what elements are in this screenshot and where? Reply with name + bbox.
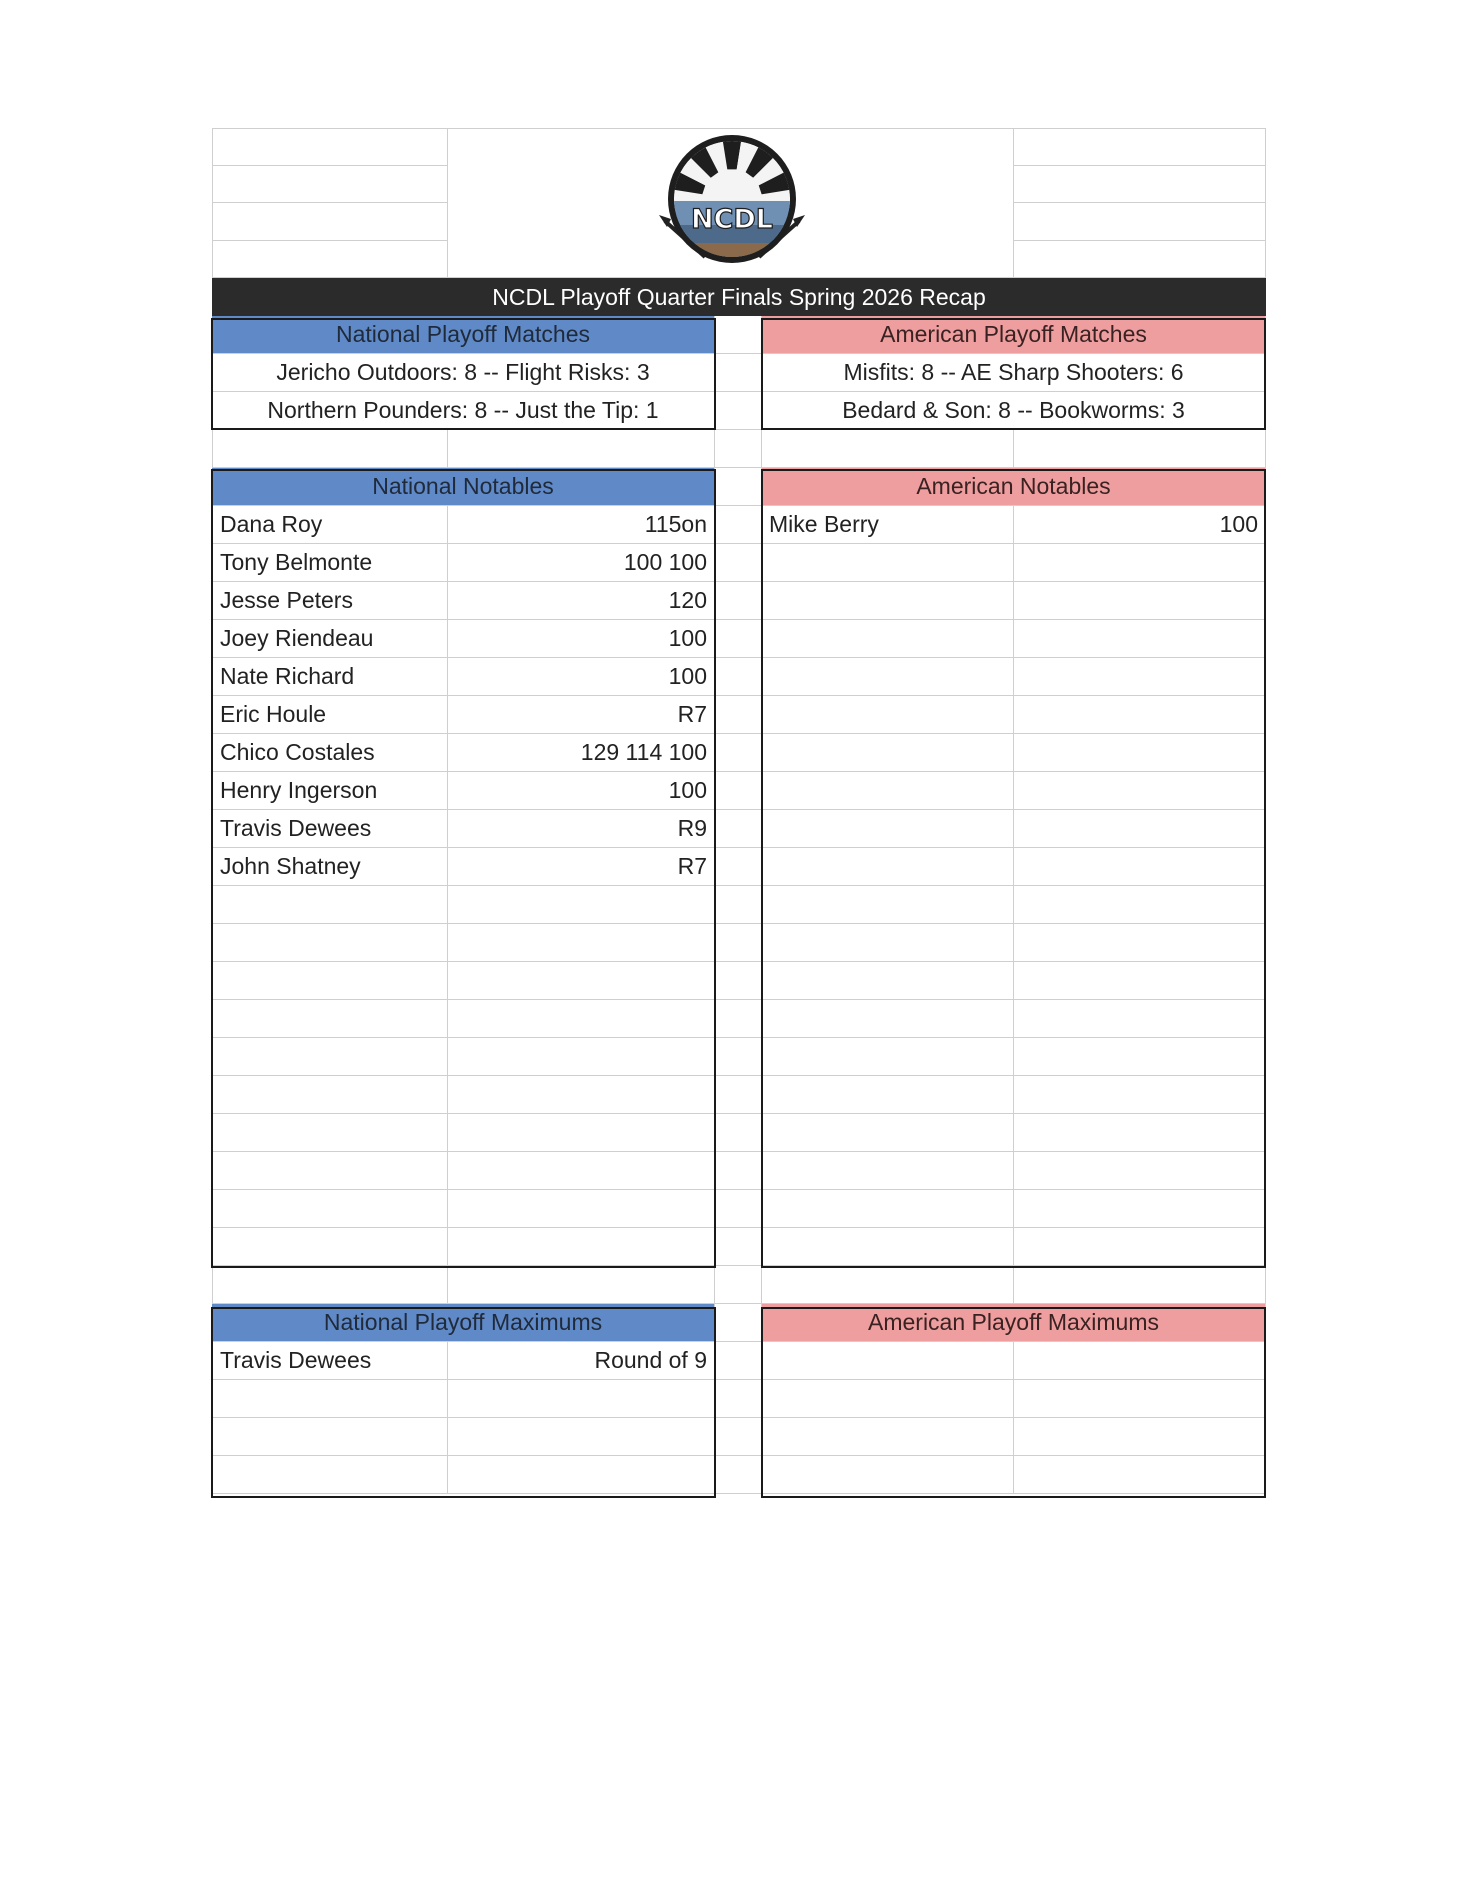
gap-cell (715, 1342, 762, 1380)
national-player-name: Chico Costales (212, 734, 448, 772)
sheet-row (212, 430, 1266, 468)
american-player-name (762, 658, 1014, 696)
national-player-name (212, 924, 448, 962)
empty-cell (1014, 128, 1266, 166)
national-player-name (212, 1114, 448, 1152)
empty-cell (1014, 430, 1266, 468)
american-player-name (762, 1342, 1014, 1380)
table-row (212, 1076, 1266, 1114)
american-player-name (762, 1418, 1014, 1456)
empty-cell (212, 128, 448, 166)
american-notables-header: American Notables (762, 468, 1266, 506)
american-player-name (762, 1190, 1014, 1228)
empty-cell (448, 1266, 715, 1304)
national-maximums-header: National Playoff Maximums (212, 1304, 715, 1342)
gap-cell (715, 810, 762, 848)
table-row (212, 924, 1266, 962)
national-player-name (212, 1456, 448, 1494)
american-player-value (1014, 582, 1266, 620)
gap-cell (715, 1114, 762, 1152)
national-player-name: Eric Houle (212, 696, 448, 734)
national-player-name (212, 1418, 448, 1456)
sheet-row (212, 468, 1266, 506)
sheet-row (212, 392, 1266, 430)
gap-cell (715, 848, 762, 886)
american-player-name (762, 734, 1014, 772)
national-player-name: Travis Dewees (212, 810, 448, 848)
empty-cell (212, 241, 448, 279)
national-player-value (448, 1456, 715, 1494)
ncdl-dartboard-logo-icon (657, 133, 807, 275)
table-row (212, 848, 1266, 886)
national-player-value: R7 (448, 848, 715, 886)
national-player-name: Nate Richard (212, 658, 448, 696)
table-row (212, 1000, 1266, 1038)
table-row (212, 658, 1266, 696)
national-matches-header: National Playoff Matches (212, 316, 715, 354)
svg-text:NCDL: NCDL (690, 204, 774, 235)
gap-cell (715, 772, 762, 810)
american-player-value (1014, 1000, 1266, 1038)
national-player-name (212, 1228, 448, 1266)
table-row (212, 810, 1266, 848)
national-player-value: 120 (448, 582, 715, 620)
gap-cell (715, 1000, 762, 1038)
table-row (212, 1380, 1266, 1418)
american-player-value (1014, 1456, 1266, 1494)
gap-cell (715, 734, 762, 772)
national-player-name (212, 886, 448, 924)
table-row (212, 1342, 1266, 1380)
table-row (212, 1152, 1266, 1190)
empty-cell (212, 430, 448, 468)
american-player-name (762, 544, 1014, 582)
american-player-value (1014, 1190, 1266, 1228)
american-matches-header: American Playoff Matches (762, 316, 1266, 354)
american-player-value (1014, 962, 1266, 1000)
table-row (212, 1190, 1266, 1228)
sheet-row (212, 354, 1266, 392)
page-title: NCDL Playoff Quarter Finals Spring 2026 Recap (212, 278, 1266, 316)
national-player-value (448, 886, 715, 924)
gap-cell (715, 544, 762, 582)
american-player-name (762, 924, 1014, 962)
gap-cell (715, 620, 762, 658)
national-player-value: Round of 9 (448, 1342, 715, 1380)
national-player-value (448, 1190, 715, 1228)
empty-cell (212, 1266, 448, 1304)
table-row (212, 1418, 1266, 1456)
table-row (212, 962, 1266, 1000)
american-player-value (1014, 696, 1266, 734)
gap-cell (715, 468, 762, 506)
gap-cell (715, 1076, 762, 1114)
gap-cell (715, 316, 762, 354)
table-row (212, 620, 1266, 658)
american-player-value (1014, 1152, 1266, 1190)
national-player-name (212, 1190, 448, 1228)
empty-cell (212, 203, 448, 241)
national-player-value: 100 (448, 772, 715, 810)
gap-cell (715, 658, 762, 696)
american-player-value (1014, 544, 1266, 582)
gap-cell (715, 1418, 762, 1456)
american-player-name (762, 620, 1014, 658)
empty-cell (1014, 203, 1266, 241)
american-player-value (1014, 1228, 1266, 1266)
recap-sheet (212, 128, 1266, 1494)
gap-cell (715, 1456, 762, 1494)
gap-cell (715, 1380, 762, 1418)
empty-cell (1014, 241, 1266, 279)
table-row (212, 734, 1266, 772)
american-player-value (1014, 886, 1266, 924)
table-row (212, 1114, 1266, 1152)
american-player-name (762, 772, 1014, 810)
sheet-row (212, 1266, 1266, 1304)
sheet-row (212, 316, 1266, 354)
national-player-value (448, 1152, 715, 1190)
american-player-value (1014, 1038, 1266, 1076)
american-player-name (762, 696, 1014, 734)
national-player-value: 100 100 (448, 544, 715, 582)
american-player-value (1014, 1342, 1266, 1380)
national-player-value: R7 (448, 696, 715, 734)
national-player-name: Henry Ingerson (212, 772, 448, 810)
national-player-name: Travis Dewees (212, 1342, 448, 1380)
table-row (212, 696, 1266, 734)
american-player-name (762, 1152, 1014, 1190)
gap-cell (715, 582, 762, 620)
national-player-value (448, 1380, 715, 1418)
gap-cell (715, 430, 762, 468)
american-player-name (762, 1380, 1014, 1418)
american-match-result: Bedard & Son: 8 -- Bookworms: 3 (762, 392, 1266, 430)
american-player-name: Mike Berry (762, 506, 1014, 544)
gap-cell (715, 924, 762, 962)
national-player-name: Tony Belmonte (212, 544, 448, 582)
gap-cell (715, 886, 762, 924)
american-player-name (762, 886, 1014, 924)
american-player-name (762, 1000, 1014, 1038)
national-player-name: Jesse Peters (212, 582, 448, 620)
national-player-value: 100 (448, 658, 715, 696)
american-player-value (1014, 810, 1266, 848)
national-player-name: John Shatney (212, 848, 448, 886)
national-player-value: 129 114 100 (448, 734, 715, 772)
national-player-name (212, 1380, 448, 1418)
american-player-name (762, 1076, 1014, 1114)
national-player-value: 115on (448, 506, 715, 544)
national-match-result: Jericho Outdoors: 8 -- Flight Risks: 3 (212, 354, 715, 392)
american-player-value (1014, 658, 1266, 696)
national-player-name (212, 1038, 448, 1076)
gap-cell (715, 392, 762, 430)
table-row (212, 1228, 1266, 1266)
gap-cell (715, 506, 762, 544)
national-player-name (212, 962, 448, 1000)
american-player-value (1014, 620, 1266, 658)
national-player-value (448, 1114, 715, 1152)
american-player-name (762, 1114, 1014, 1152)
american-player-value (1014, 924, 1266, 962)
american-player-value (1014, 848, 1266, 886)
empty-cell (1014, 1266, 1266, 1304)
gap-cell (715, 962, 762, 1000)
national-player-value (448, 1076, 715, 1114)
american-player-value (1014, 1380, 1266, 1418)
national-player-value (448, 1418, 715, 1456)
gap-cell (715, 354, 762, 392)
national-player-name: Dana Roy (212, 506, 448, 544)
national-player-name: Joey Riendeau (212, 620, 448, 658)
american-player-value (1014, 772, 1266, 810)
american-maximums-header: American Playoff Maximums (762, 1304, 1266, 1342)
national-match-result: Northern Pounders: 8 -- Just the Tip: 1 (212, 392, 715, 430)
empty-cell (762, 430, 1014, 468)
table-row (212, 582, 1266, 620)
national-player-name (212, 1076, 448, 1114)
american-player-value (1014, 1076, 1266, 1114)
national-player-value: R9 (448, 810, 715, 848)
national-player-value (448, 1228, 715, 1266)
national-player-name (212, 1152, 448, 1190)
gap-cell (715, 1266, 762, 1304)
american-player-name (762, 1038, 1014, 1076)
national-player-value (448, 1038, 715, 1076)
gap-cell (715, 1304, 762, 1342)
empty-cell (212, 166, 448, 204)
national-player-value (448, 1000, 715, 1038)
gap-cell (715, 1038, 762, 1076)
gap-cell (715, 1228, 762, 1266)
american-player-value: 100 (1014, 506, 1266, 544)
maximums-table (212, 1342, 1266, 1494)
empty-cell (1014, 166, 1266, 204)
national-notables-header: National Notables (212, 468, 715, 506)
logo-area (448, 128, 1016, 280)
sheet-row (212, 1304, 1266, 1342)
american-player-value (1014, 1114, 1266, 1152)
table-row (212, 772, 1266, 810)
gap-cell (715, 1190, 762, 1228)
american-player-value (1014, 1418, 1266, 1456)
table-row (212, 506, 1266, 544)
american-player-name (762, 1228, 1014, 1266)
american-player-name (762, 810, 1014, 848)
table-row (212, 544, 1266, 582)
gap-cell (715, 1152, 762, 1190)
american-player-name (762, 582, 1014, 620)
table-row (212, 886, 1266, 924)
american-player-name (762, 1456, 1014, 1494)
american-player-name (762, 962, 1014, 1000)
national-player-value: 100 (448, 620, 715, 658)
table-row (212, 1456, 1266, 1494)
national-player-name (212, 1000, 448, 1038)
empty-cell (762, 1266, 1014, 1304)
national-player-value (448, 924, 715, 962)
american-match-result: Misfits: 8 -- AE Sharp Shooters: 6 (762, 354, 1266, 392)
american-player-name (762, 848, 1014, 886)
national-player-value (448, 962, 715, 1000)
table-row (212, 1038, 1266, 1076)
american-player-value (1014, 734, 1266, 772)
gap-cell (715, 696, 762, 734)
notables-table (212, 506, 1266, 1266)
empty-cell (448, 430, 715, 468)
